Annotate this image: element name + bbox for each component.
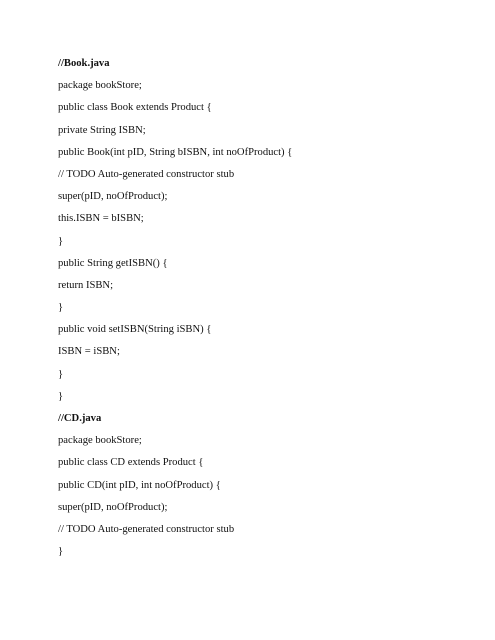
code-line: this.ISBN = bISBN; bbox=[58, 213, 144, 225]
code-line: package bookStore; bbox=[58, 435, 142, 447]
code-line: public CD(int pID, int noOfProduct) { bbox=[58, 479, 221, 491]
code-line: super(pID, noOfProduct); bbox=[58, 191, 168, 203]
code-line: public String getISBN() { bbox=[58, 257, 168, 269]
code-line: } bbox=[58, 368, 64, 380]
file-heading-cd: //CD.java bbox=[58, 413, 102, 424]
code-line: } bbox=[58, 302, 64, 314]
code-line: // TODO Auto-generated constructor stub bbox=[58, 523, 235, 535]
code-line: public Book(int pID, String bISBN, int noOfProduct) { bbox=[58, 146, 293, 158]
code-line: ISBN = iSBN; bbox=[58, 346, 120, 358]
file-heading-book: //Book.java bbox=[58, 58, 110, 69]
code-listing bbox=[58, 57, 478, 567]
code-line: // TODO Auto-generated constructor stub bbox=[58, 168, 235, 180]
code-line: } bbox=[58, 390, 64, 402]
code-line: super(pID, noOfProduct); bbox=[58, 501, 168, 513]
code-line: return ISBN; bbox=[58, 279, 114, 291]
code-line: public void setISBN(String iSBN) { bbox=[58, 324, 212, 336]
code-line: package bookStore; bbox=[58, 80, 142, 92]
code-line: } bbox=[58, 235, 64, 247]
code-line: } bbox=[58, 546, 64, 558]
code-line: private String ISBN; bbox=[58, 124, 146, 136]
code-line: public class Book extends Product { bbox=[58, 102, 212, 114]
code-line: public class CD extends Product { bbox=[58, 457, 204, 469]
